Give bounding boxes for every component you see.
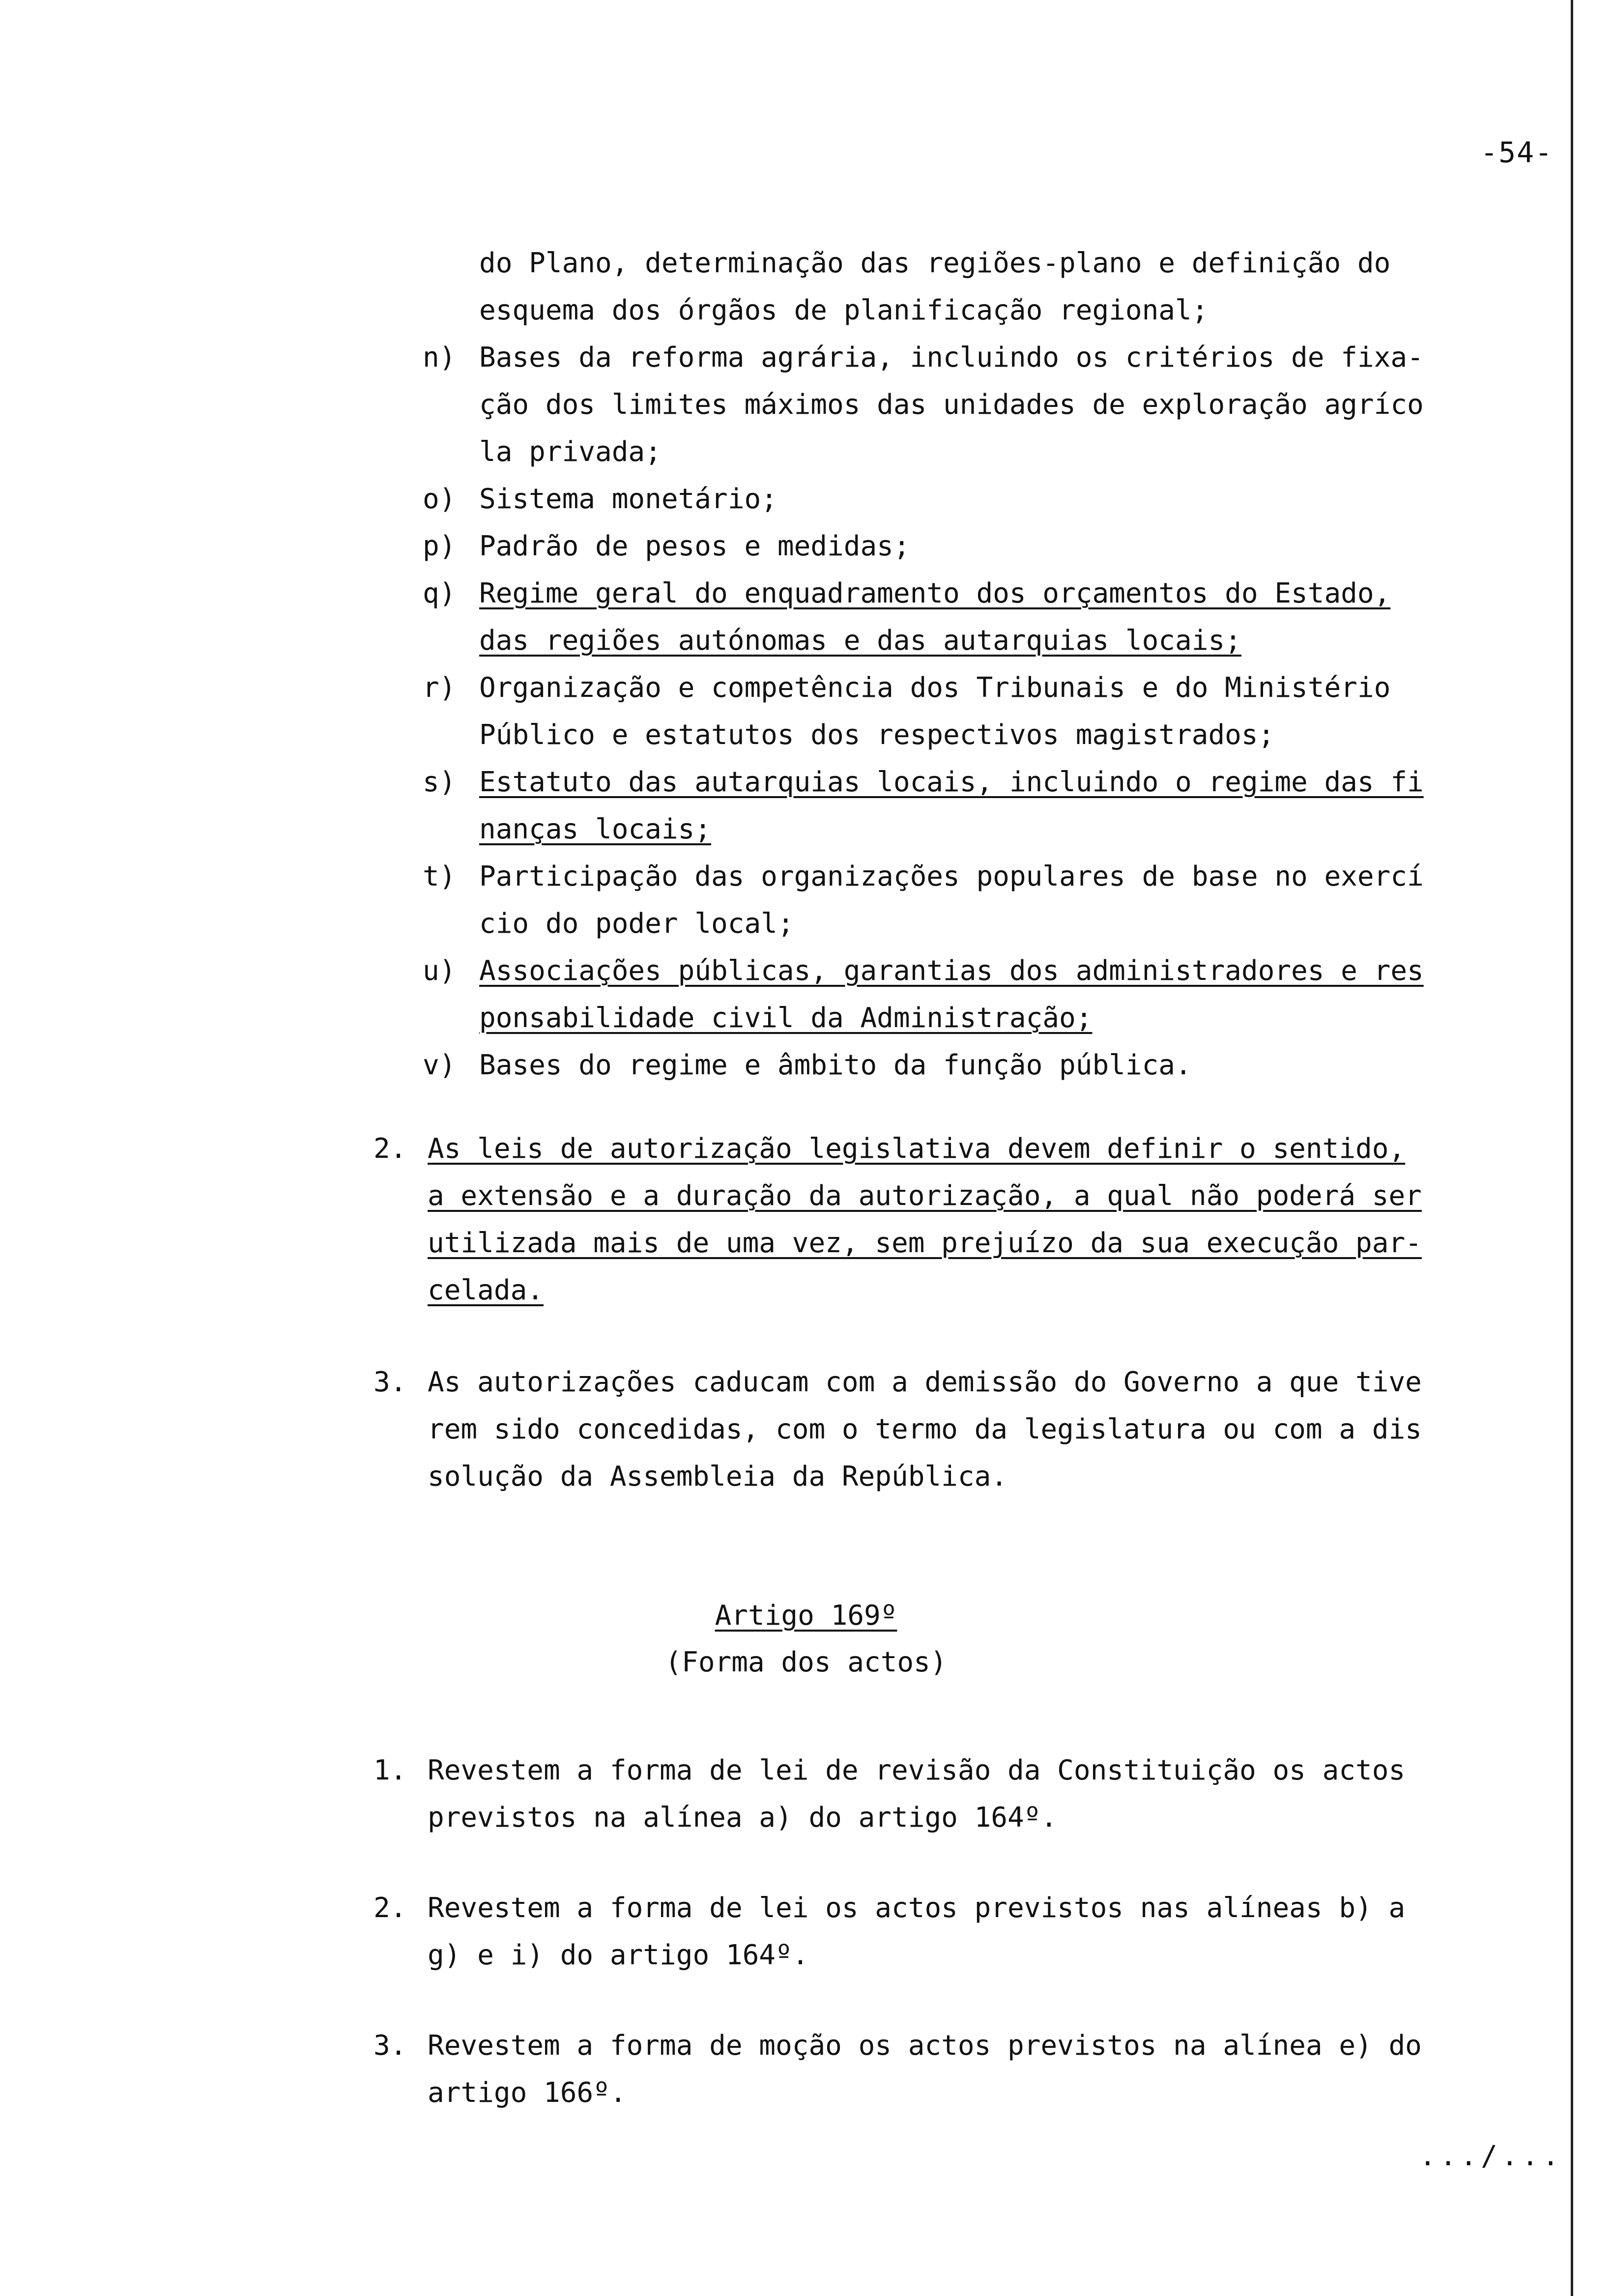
- item-label: v): [423, 1049, 456, 1081]
- item-label: q): [423, 577, 456, 609]
- list-item-s: s) Estatuto das autarquias locais, incluindo o regime das fi nanças locais;: [0, 759, 1560, 853]
- paragraph-label: 3.: [374, 1366, 407, 1398]
- article-item-2: 2. Revestem a forma de lei os actos previstos nas alíneas b) a g) e i) do artigo 164º.: [0, 1885, 1612, 1979]
- article-title: Artigo 169º: [715, 1600, 897, 1632]
- item-label: u): [423, 955, 456, 987]
- paragraph-3: 3. As autorizações caducam com a demissão do Governo a que tive rem sido concedidas, com o termo da legislatura ou com a dis solução da Assembleia da República.: [0, 1359, 1612, 1500]
- page-number: -54-: [1480, 136, 1553, 169]
- item-label: n): [423, 342, 456, 373]
- item-label: p): [423, 530, 456, 562]
- list-item-r: r) Organização e competência dos Tribunais e do Ministério Público e estatutos dos respectivos magistrados;: [0, 664, 1560, 759]
- paragraph-2: 2. As leis de autorização legislativa devem definir o sentido, a extensão e a duração da autorização, a qual não poderá ser utilizada mais de uma vez, sem prejuízo da sua execução par- celada.: [0, 1125, 1612, 1314]
- list-item-t: t) Participação das organizações populares de base no exercí cio do poder local;: [0, 853, 1560, 947]
- paragraph-label: 2.: [374, 1892, 407, 1924]
- paragraph-label: 2.: [374, 1133, 407, 1165]
- item-label: s): [423, 766, 456, 798]
- list-item-o: o) Sistema monetário;: [0, 476, 1560, 523]
- item-label: t): [423, 861, 456, 892]
- list-item-u: u) Associações públicas, garantias dos administradores e res ponsabilidade civil da Administração;: [0, 947, 1560, 1042]
- item-label: r): [423, 672, 456, 704]
- article-item-3: 3. Revestem a forma de moção os actos previstos na alínea e) do artigo 166º.: [0, 2022, 1612, 2117]
- list-item-v: v) Bases do regime e âmbito da função pública.: [0, 1042, 1560, 1089]
- paragraph-label: 3.: [374, 2030, 407, 2062]
- item-label: o): [423, 483, 456, 515]
- list-item-q: q) Regime geral do enquadramento dos orçamentos do Estado, das regiões autónomas e das autarquias locais;: [0, 570, 1560, 664]
- article-subtitle: (Forma dos actos): [665, 1646, 947, 1678]
- list-item: do Plano, determinação das regiões-plano e definição do esquema dos órgãos de planificação regional;: [479, 247, 1391, 326]
- continuation-mark: .../...: [1419, 2140, 1563, 2172]
- list-block: [0, 240, 1612, 1089]
- list-item-p: p) Padrão de pesos e medidas;: [0, 523, 1560, 570]
- paragraph-label: 1.: [374, 1754, 407, 1786]
- article-item-1: 1. Revestem a forma de lei de revisão da Constituição os actos previstos na alínea a) do artigo 164º.: [0, 1747, 1612, 1841]
- list-item-n: n) Bases da reforma agrária, incluindo os critérios de fixa- ção dos limites máximos das unidades de exploração agríco la privada;: [0, 334, 1560, 476]
